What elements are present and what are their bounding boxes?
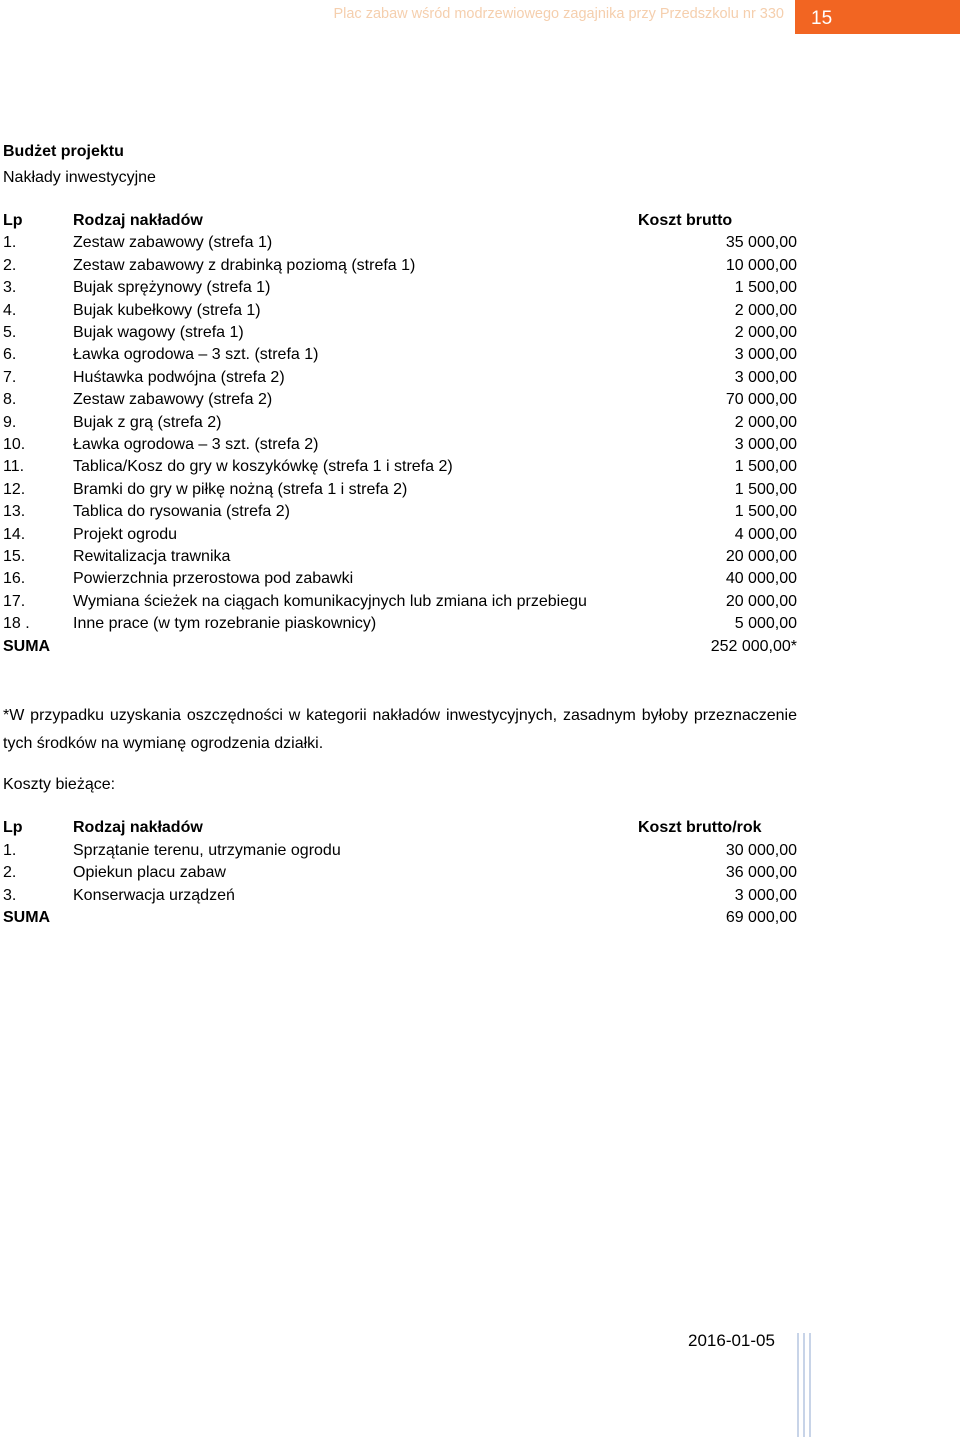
row-name: Opiekun placu zabaw	[73, 864, 226, 881]
table-row	[3, 547, 797, 569]
row-lp: 11.	[3, 458, 25, 476]
row-name: Bujak kubełkowy (strefa 1)	[73, 301, 261, 319]
column-header-type: Rodzaj nakładów	[73, 819, 203, 836]
row-lp: 2.	[3, 256, 17, 274]
row-name: Bramki do gry w piłkę nożną (strefa 1 i strefa 2)	[73, 480, 408, 498]
row-cost: 20 000,00	[725, 548, 797, 565]
row-name: Powierzchnia przerostowa pod zabawki	[73, 570, 354, 588]
table-row	[3, 502, 797, 524]
row-cost: 2 000,00	[734, 324, 797, 341]
row-lp: 10.	[3, 436, 26, 453]
row-cost: 1 500,00	[734, 503, 797, 521]
page-number-badge: 15	[795, 0, 960, 34]
sum-label: SUMA	[3, 909, 51, 926]
row-cost: 10 000,00	[725, 256, 797, 274]
row-cost: 3 000,00	[734, 346, 797, 364]
row-lp: 9.	[3, 413, 17, 431]
row-cost: 2 000,00	[734, 301, 797, 319]
header-title: Plac zabaw wśród modrzewiowego zagajnika przy Przedszkolu nr 330	[333, 6, 784, 22]
row-lp: 16.	[3, 570, 26, 588]
table-row	[3, 256, 797, 278]
row-name: Wymiana ścieżek na ciągach komunikacyjnych lub zmiana ich przebiegu	[73, 592, 587, 610]
row-name: Ławka ogrodowa – 3 szt. (strefa 2)	[73, 436, 319, 453]
sum-label: SUMA	[3, 638, 51, 655]
row-cost: 30 000,00	[725, 841, 797, 859]
table-row	[3, 390, 797, 412]
row-name: Bujak wagowy (strefa 1)	[73, 324, 244, 341]
table-row	[3, 413, 797, 435]
row-name: Inne prace (w tym rozebranie piaskownicy)	[73, 615, 377, 633]
footer-decorative-bars	[797, 1333, 817, 1437]
row-lp: 8.	[3, 391, 17, 409]
table-row	[3, 841, 797, 863]
column-header-cost: Koszt brutto	[638, 212, 733, 229]
row-name: Zestaw zabawowy z drabinką poziomą (strefa 1)	[73, 256, 416, 274]
row-name: Ławka ogrodowa – 3 szt. (strefa 1)	[73, 346, 319, 364]
running-costs-table-header	[3, 818, 797, 840]
row-cost: 3 000,00	[734, 368, 797, 386]
table-row	[3, 457, 797, 479]
table-row	[3, 886, 797, 908]
row-name: Bujak sprężynowy (strefa 1)	[73, 279, 271, 297]
table-row	[3, 569, 797, 591]
budget-heading: Budżet projektu	[3, 143, 124, 160]
investment-sum-row	[3, 637, 797, 659]
running-costs-heading: Koszty bieżące:	[3, 776, 116, 793]
row-name: Zestaw zabawowy (strefa 1)	[73, 234, 273, 252]
row-name: Projekt ogrodu	[73, 525, 178, 543]
table-row	[3, 301, 797, 323]
table-row	[3, 278, 797, 300]
column-header-cost: Koszt brutto/rok	[638, 819, 762, 836]
row-cost: 35 000,00	[725, 234, 797, 252]
investment-table-header	[3, 211, 797, 233]
savings-footnote: *W przypadku uzyskania oszczędności w kategorii nakładów inwestycyjnych, zasadnym byłoby przeznaczenie tych środków na wymianę ogrodzenia działki.	[3, 707, 797, 752]
row-lp: 1.	[3, 841, 17, 859]
row-cost: 1 500,00	[734, 279, 797, 297]
table-row	[3, 614, 797, 636]
running-costs-sum-row	[3, 908, 797, 930]
row-cost: 20 000,00	[725, 592, 797, 610]
table-row	[3, 233, 797, 255]
table-row	[3, 525, 797, 547]
row-cost: 36 000,00	[725, 864, 797, 881]
row-name: Bujak z grą (strefa 2)	[73, 413, 222, 431]
row-name: Sprzątanie terenu, utrzymanie ogrodu	[73, 841, 341, 859]
row-name: Tablica do rysowania (strefa 2)	[73, 503, 290, 521]
row-name: Rewitalizacja trawnika	[73, 548, 231, 565]
row-lp: 1.	[3, 234, 17, 252]
row-name: Tablica/Kosz do gry w koszykówkę (strefa 1 i strefa 2)	[73, 458, 453, 476]
row-cost: 1 500,00	[734, 458, 797, 476]
row-cost: 2 000,00	[734, 413, 797, 431]
row-name: Huśtawka podwójna (strefa 2)	[73, 368, 285, 386]
row-cost: 40 000,00	[725, 570, 797, 588]
table-row	[3, 323, 797, 345]
row-cost: 70 000,00	[725, 391, 797, 409]
table-row	[3, 345, 797, 367]
sum-value: 69 000,00	[725, 909, 797, 926]
table-row	[3, 592, 797, 614]
row-lp: 4.	[3, 301, 17, 319]
row-lp: 18 .	[3, 615, 30, 633]
table-row	[3, 480, 797, 502]
row-lp: 2.	[3, 864, 17, 881]
row-lp: 7.	[3, 368, 17, 386]
row-cost: 1 500,00	[734, 480, 797, 498]
row-cost: 3 000,00	[734, 886, 797, 904]
footer-date: 2016-01-05	[688, 1331, 775, 1350]
row-lp: 17.	[3, 592, 26, 610]
column-header-type: Rodzaj nakładów	[73, 212, 203, 229]
table-row	[3, 368, 797, 390]
column-header-lp: Lp	[3, 819, 23, 836]
row-name: Zestaw zabawowy (strefa 2)	[73, 391, 273, 409]
row-cost: 4 000,00	[734, 525, 797, 543]
row-lp: 3.	[3, 886, 17, 904]
row-cost: 5 000,00	[734, 615, 797, 633]
row-lp: 5.	[3, 324, 17, 341]
row-lp: 14.	[3, 525, 26, 543]
table-row	[3, 863, 797, 885]
table-row	[3, 435, 797, 457]
row-cost: 3 000,00	[734, 436, 797, 453]
row-lp: 3.	[3, 279, 17, 297]
sum-value: 252 000,00*	[710, 638, 797, 655]
column-header-lp: Lp	[3, 212, 23, 229]
row-lp: 12.	[3, 480, 26, 498]
row-lp: 13.	[3, 503, 26, 521]
investment-subheading: Nakłady inwestycyjne	[3, 169, 156, 186]
row-name: Konserwacja urządzeń	[73, 886, 235, 904]
row-lp: 6.	[3, 346, 17, 364]
row-lp: 15.	[3, 548, 26, 565]
